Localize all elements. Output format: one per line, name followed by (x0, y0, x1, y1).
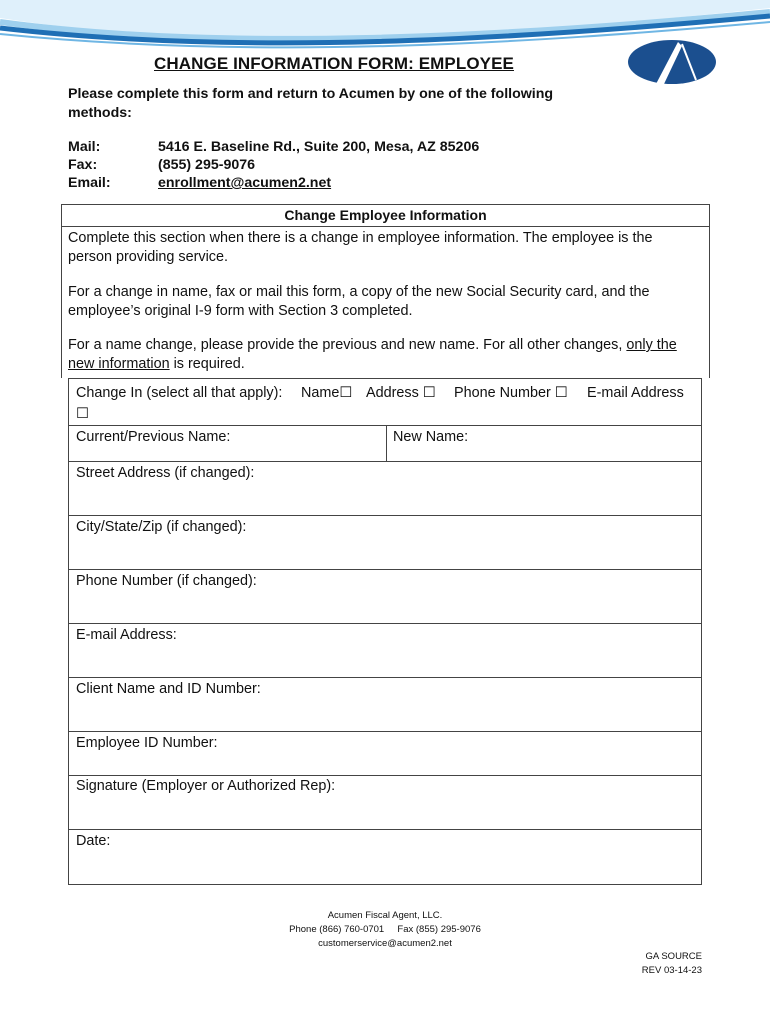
divider (68, 731, 702, 732)
option-email-label: E-mail Address (587, 385, 684, 401)
divider (386, 425, 387, 462)
current-name-field[interactable]: Current/Previous Name: (76, 429, 231, 445)
intro-text: Please complete this form and return to Acumen by one of the following methods: (68, 86, 554, 121)
checkbox-address[interactable]: ☐ (422, 385, 436, 401)
para3-start: For a name change, please provide the previous and new name. For all other changes, (68, 337, 627, 353)
email-link[interactable]: enrollment@acumen2.net (158, 175, 332, 191)
para3-emphasis: only the new information (68, 337, 677, 372)
divider (68, 677, 702, 678)
email-label: Email: (68, 175, 111, 191)
para3-end: is required. (169, 356, 245, 372)
city-state-zip-field[interactable]: City/State/Zip (if changed): (76, 519, 247, 535)
option-phone[interactable] (454, 385, 568, 401)
option-phone-label: Phone Number (454, 385, 551, 401)
signature-field[interactable]: Signature (Employer or Authorized Rep): (76, 778, 336, 794)
employee-id-field[interactable]: Employee ID Number: (76, 735, 218, 751)
footer-company: Acumen Fiscal Agent, LLC. (327, 910, 443, 921)
footer-phone-fax: Phone (866) 760-0701 Fax (855) 295-9076 (289, 924, 481, 935)
change-in-label: Change In (select all that apply): (76, 385, 283, 401)
option-name[interactable] (301, 385, 352, 401)
client-name-id-field[interactable]: Client Name and ID Number: (76, 681, 261, 697)
divider (68, 775, 702, 776)
divider (68, 623, 702, 624)
checkbox-name[interactable]: ☐ (339, 385, 353, 401)
section-paragraph-1: Complete this section when there is a change in employee information. The employee is the person providing service. (68, 230, 653, 265)
section-heading: Change Employee Information (61, 204, 710, 227)
section-paragraph-2: For a change in name, fax or mail this form, a copy of the new Social Security card, and the employee’s original I-9 form with Section 3 completed. (68, 284, 650, 319)
acumen-logo (626, 36, 718, 92)
divider (68, 515, 702, 516)
divider (68, 569, 702, 570)
divider (68, 425, 702, 426)
option-address-label: Address (366, 385, 419, 401)
revision-label: REV 03-14-23 (641, 965, 702, 976)
new-name-field[interactable]: New Name: (393, 429, 469, 445)
fax-number: (855) 295-9076 (158, 157, 256, 173)
section-paragraph-3 (68, 336, 698, 374)
divider (68, 461, 702, 462)
option-name-label: Name (301, 385, 340, 401)
date-field[interactable]: Date: (76, 833, 111, 849)
source-label: GA SOURCE (645, 951, 702, 962)
footer-email: customerservice@acumen2.net (318, 938, 452, 949)
street-address-field[interactable]: Street Address (if changed): (76, 465, 255, 481)
fax-label: Fax: (68, 157, 98, 173)
checkbox-phone[interactable]: ☐ (554, 385, 568, 401)
option-address[interactable] (366, 385, 436, 401)
email-address-field[interactable]: E-mail Address: (76, 627, 177, 643)
divider (68, 829, 702, 830)
page-title: CHANGE INFORMATION FORM: EMPLOYEE (154, 54, 514, 73)
option-email[interactable] (587, 385, 684, 401)
mail-label: Mail: (68, 139, 101, 155)
mail-address: 5416 E. Baseline Rd., Suite 200, Mesa, AZ 85206 (158, 139, 480, 155)
checkbox-email[interactable]: ☐ (76, 406, 89, 422)
phone-number-field[interactable]: Phone Number (if changed): (76, 573, 257, 589)
